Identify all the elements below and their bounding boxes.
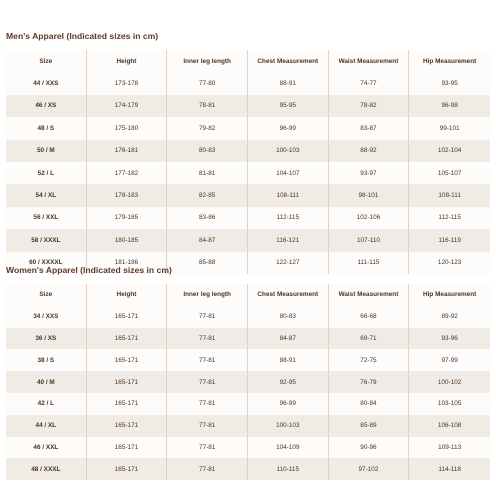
cell-chest-measurement: 100-103 — [248, 415, 329, 437]
womens-size-table — [6, 284, 490, 480]
column-header-waist-measurement: Waist Measurement — [329, 50, 410, 72]
cell-height: 165-171 — [87, 306, 168, 328]
cell-size: 42 / L — [6, 393, 87, 415]
table-row — [6, 393, 490, 415]
cell-inner-leg-length: 77-80 — [167, 72, 248, 94]
cell-waist-measurement: 98-101 — [329, 184, 410, 206]
table-row — [6, 371, 490, 393]
cell-hip-measurement: 120-123 — [409, 252, 490, 274]
cell-size: 54 / XL — [6, 184, 87, 206]
cell-waist-measurement: 102-106 — [329, 207, 410, 229]
cell-chest-measurement: 95-95 — [248, 95, 329, 117]
column-header-inner-leg-length: Inner leg length — [167, 284, 248, 306]
cell-inner-leg-length: 81-81 — [167, 162, 248, 184]
column-header-inner-leg-length: Inner leg length — [167, 50, 248, 72]
table-row — [6, 328, 490, 350]
cell-hip-measurement: 114-118 — [409, 458, 490, 480]
cell-chest-measurement: 108-111 — [248, 184, 329, 206]
cell-chest-measurement: 88-91 — [248, 349, 329, 371]
cell-size: 46 / XXL — [6, 437, 87, 459]
cell-chest-measurement: 96-99 — [248, 393, 329, 415]
cell-height: 180-185 — [87, 229, 168, 251]
cell-height: 181-186 — [87, 252, 168, 274]
cell-size: 44 / XL — [6, 415, 87, 437]
cell-height: 165-171 — [87, 393, 168, 415]
table-row — [6, 184, 490, 206]
cell-height: 173-178 — [87, 72, 168, 94]
table-row — [6, 437, 490, 459]
cell-hip-measurement: 99-101 — [409, 117, 490, 139]
cell-hip-measurement: 97-99 — [409, 349, 490, 371]
cell-height: 179-185 — [87, 207, 168, 229]
table-row — [6, 306, 490, 328]
cell-size: 40 / M — [6, 371, 87, 393]
cell-size: 36 / XS — [6, 328, 87, 350]
cell-size: 52 / L — [6, 162, 87, 184]
column-header-size: Size — [6, 50, 87, 72]
column-header-waist-measurement: Waist Measurement — [329, 284, 410, 306]
cell-inner-leg-length: 77-81 — [167, 371, 248, 393]
cell-hip-measurement: 106-108 — [409, 415, 490, 437]
column-header-chest-measurement: Chest Measurement — [248, 50, 329, 72]
cell-waist-measurement: 78-82 — [329, 95, 410, 117]
column-header-height: Height — [87, 284, 168, 306]
cell-size: 58 / XXXL — [6, 229, 87, 251]
cell-hip-measurement: 105-107 — [409, 162, 490, 184]
cell-size: 60 / XXXXL — [6, 252, 87, 274]
table-row — [6, 349, 490, 371]
cell-waist-measurement: 72-75 — [329, 349, 410, 371]
cell-waist-measurement: 88-92 — [329, 140, 410, 162]
cell-height: 178-183 — [87, 184, 168, 206]
cell-size: 48 / XXXL — [6, 458, 87, 480]
cell-height: 176-181 — [87, 140, 168, 162]
table-row — [6, 162, 490, 184]
cell-chest-measurement: 92-95 — [248, 371, 329, 393]
cell-chest-measurement: 104-107 — [248, 162, 329, 184]
cell-inner-leg-length: 82-85 — [167, 184, 248, 206]
cell-waist-measurement: 90-96 — [329, 437, 410, 459]
cell-size: 56 / XXL — [6, 207, 87, 229]
cell-inner-leg-length: 79-82 — [167, 117, 248, 139]
cell-chest-measurement: 112-115 — [248, 207, 329, 229]
cell-chest-measurement: 110-115 — [248, 458, 329, 480]
cell-chest-measurement: 104-109 — [248, 437, 329, 459]
cell-inner-leg-length: 80-83 — [167, 140, 248, 162]
cell-height: 165-171 — [87, 437, 168, 459]
table-row — [6, 207, 490, 229]
cell-inner-leg-length: 77-81 — [167, 328, 248, 350]
cell-chest-measurement: 122-127 — [248, 252, 329, 274]
cell-waist-measurement: 97-102 — [329, 458, 410, 480]
cell-waist-measurement: 107-110 — [329, 229, 410, 251]
cell-waist-measurement: 111-115 — [329, 252, 410, 274]
cell-size: 34 / XXS — [6, 306, 87, 328]
mens-size-table — [6, 50, 490, 274]
cell-waist-measurement: 69-71 — [329, 328, 410, 350]
cell-height: 174-179 — [87, 95, 168, 117]
cell-chest-measurement: 96-99 — [248, 117, 329, 139]
womens-apparel-section — [6, 264, 490, 480]
cell-waist-measurement: 76-79 — [329, 371, 410, 393]
cell-hip-measurement: 108-111 — [409, 184, 490, 206]
table-row — [6, 140, 490, 162]
cell-chest-measurement: 84-87 — [248, 328, 329, 350]
table-row — [6, 458, 490, 480]
cell-height: 165-171 — [87, 328, 168, 350]
column-header-chest-measurement: Chest Measurement — [248, 284, 329, 306]
cell-chest-measurement: 116-121 — [248, 229, 329, 251]
cell-waist-measurement: 80-84 — [329, 393, 410, 415]
cell-hip-measurement: 93-95 — [409, 72, 490, 94]
cell-chest-measurement: 100-103 — [248, 140, 329, 162]
cell-waist-measurement: 66-68 — [329, 306, 410, 328]
cell-hip-measurement: 93-96 — [409, 328, 490, 350]
cell-height: 165-171 — [87, 458, 168, 480]
cell-hip-measurement: 116-119 — [409, 229, 490, 251]
column-header-hip-measurement: Hip Measurement — [409, 284, 490, 306]
cell-height: 177-182 — [87, 162, 168, 184]
cell-height: 165-171 — [87, 371, 168, 393]
cell-inner-leg-length: 78-81 — [167, 95, 248, 117]
mens-apparel-section — [6, 32, 490, 274]
cell-inner-leg-length: 77-81 — [167, 393, 248, 415]
cell-height: 165-171 — [87, 415, 168, 437]
table-row — [6, 415, 490, 437]
cell-size: 38 / S — [6, 349, 87, 371]
cell-hip-measurement: 112-115 — [409, 207, 490, 229]
table-row — [6, 72, 490, 94]
cell-inner-leg-length: 77-81 — [167, 349, 248, 371]
cell-inner-leg-length: 77-81 — [167, 437, 248, 459]
table-row — [6, 229, 490, 251]
cell-hip-measurement: 103-105 — [409, 393, 490, 415]
womens-table-body — [6, 306, 490, 480]
cell-inner-leg-length: 77-81 — [167, 415, 248, 437]
cell-waist-measurement: 93-97 — [329, 162, 410, 184]
cell-hip-measurement: 89-92 — [409, 306, 490, 328]
cell-inner-leg-length: 77-81 — [167, 458, 248, 480]
cell-size: 48 / S — [6, 117, 87, 139]
cell-height: 165-171 — [87, 349, 168, 371]
table-header-row — [6, 50, 490, 72]
cell-chest-measurement: 80-83 — [248, 306, 329, 328]
cell-inner-leg-length: 84-87 — [167, 229, 248, 251]
cell-size: 50 / M — [6, 140, 87, 162]
cell-hip-measurement: 102-104 — [409, 140, 490, 162]
cell-waist-measurement: 74-77 — [329, 72, 410, 94]
cell-size: 46 / XS — [6, 95, 87, 117]
cell-waist-measurement: 83-87 — [329, 117, 410, 139]
cell-inner-leg-length: 85-88 — [167, 252, 248, 274]
cell-waist-measurement: 85-89 — [329, 415, 410, 437]
table-row — [6, 117, 490, 139]
cell-hip-measurement: 96-98 — [409, 95, 490, 117]
column-header-height: Height — [87, 50, 168, 72]
cell-inner-leg-length: 83-86 — [167, 207, 248, 229]
mens-apparel-title: Men's Apparel (Indicated sizes in cm) — [6, 31, 159, 41]
column-header-size: Size — [6, 284, 87, 306]
womens-apparel-title: Women's Apparel (Indicated sizes in cm) — [6, 265, 172, 275]
table-row — [6, 95, 490, 117]
cell-height: 175-180 — [87, 117, 168, 139]
cell-hip-measurement: 100-102 — [409, 371, 490, 393]
table-header-row — [6, 284, 490, 306]
cell-hip-measurement: 109-113 — [409, 437, 490, 459]
cell-inner-leg-length: 77-81 — [167, 306, 248, 328]
mens-table-body — [6, 72, 490, 274]
cell-size: 44 / XXS — [6, 72, 87, 94]
column-header-hip-measurement: Hip Measurement — [409, 50, 490, 72]
cell-chest-measurement: 88-91 — [248, 72, 329, 94]
